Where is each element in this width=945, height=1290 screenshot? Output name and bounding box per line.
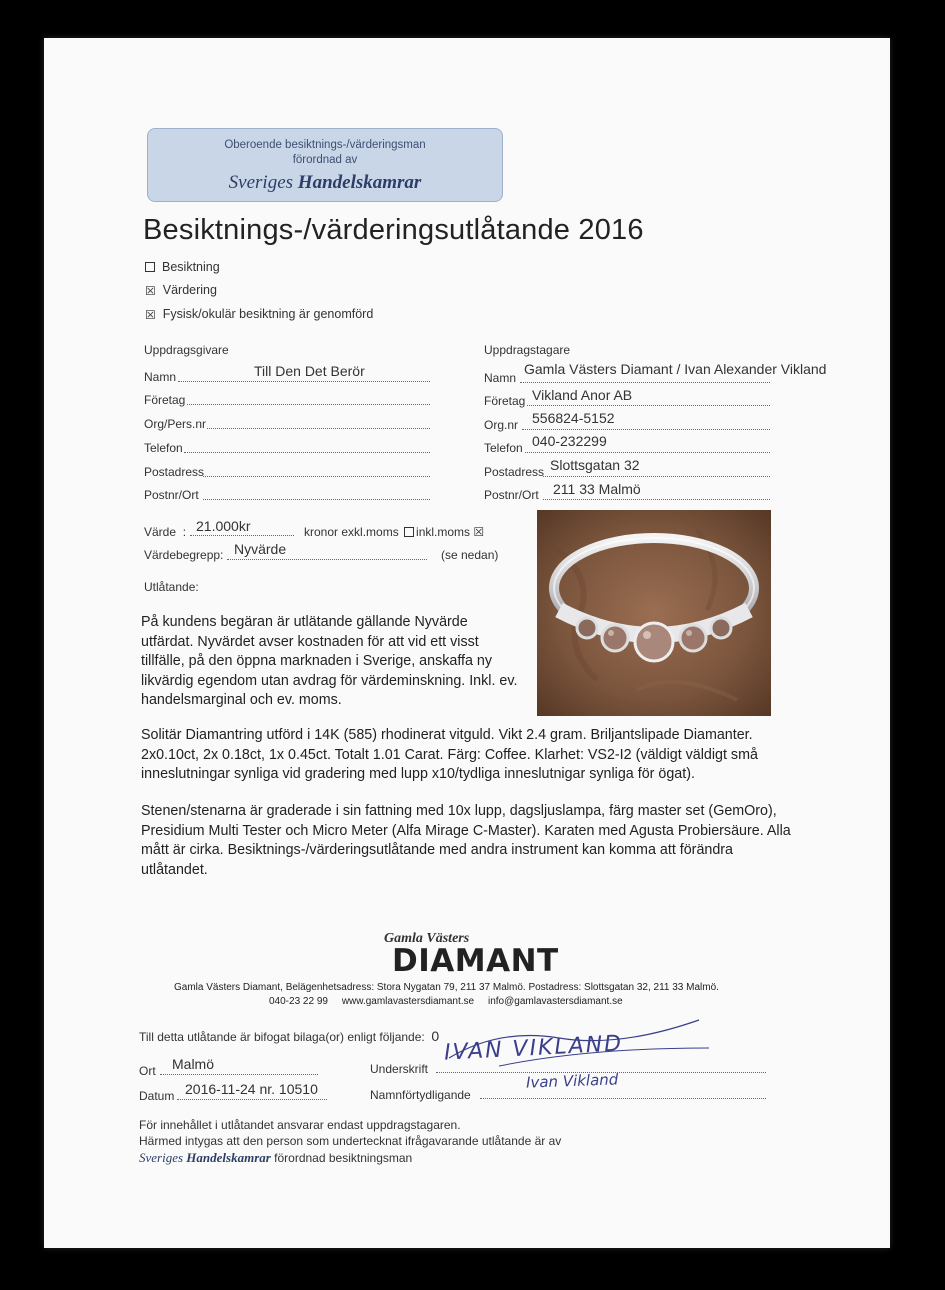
ut-orgnr-value: 556824-5152 — [532, 410, 615, 426]
badge-line1: Oberoende besiktnings-/värderingsman — [224, 139, 426, 151]
bilaga-label: Till detta utlåtande är bifogat bilaga(or) enligt följande: — [139, 1030, 425, 1044]
logo-diamant: DIAMANT — [392, 943, 559, 979]
ut-postnr-label: Postnr/Ort — [484, 488, 539, 502]
address-line: Gamla Västers Diamant, Belägenhetsadress: Stora Nygatan 79, 211 37 Malmö. Postadress: Slottsgatan 32, 211 33 Malmö. — [174, 982, 719, 993]
varde-line — [190, 535, 294, 536]
ut-postnr-line — [543, 499, 770, 500]
datum-line — [177, 1099, 327, 1100]
varde-amount: 21.000kr — [196, 518, 251, 534]
ug-foretag-label: Företag — [144, 393, 186, 407]
footer-line3 — [139, 1150, 412, 1166]
vardebegrepp-value: Nyvärde — [234, 541, 287, 557]
uppdragsgivare-heading: Uppdragsgivare — [144, 343, 229, 357]
ut-foretag-label: Företag — [484, 394, 526, 408]
namnfortydligande-line — [480, 1098, 766, 1099]
ug-foretag-line — [187, 404, 430, 405]
checkbox-vardering: ☒ — [145, 284, 156, 298]
uppdragstagare-heading: Uppdragstagare — [484, 343, 571, 357]
badge-line2: förordnad av — [292, 154, 358, 166]
ug-telefon-line — [184, 452, 430, 453]
inkl-moms-checkbox: ☒ — [473, 525, 485, 539]
utlatande-label: Utlåtande: — [144, 580, 199, 594]
ug-orgnr-line — [207, 428, 430, 429]
ug-postnr-label: Postnr/Ort — [144, 488, 199, 502]
ut-postnr-value: 211 33 Malmö — [553, 481, 641, 497]
varde-label — [144, 525, 186, 539]
ug-postnr-line — [203, 499, 430, 500]
check-fysisk — [145, 307, 373, 321]
ut-postadress-label: Postadress — [484, 465, 545, 479]
ut-namn-value: Gamla Västers Diamant / Ivan Alexander Vikland — [524, 361, 827, 377]
datum-value: 2016-11-24 nr. 10510 — [185, 1081, 318, 1097]
exkl-moms-text: kronor exkl.moms — [304, 525, 399, 539]
ut-foretag-line — [527, 405, 770, 406]
footer-org-plain: Sveriges — [139, 1150, 187, 1165]
ut-orgnr-label: Org.nr — [484, 418, 519, 432]
vardebegrepp-label: Värdebegrepp: — [144, 548, 224, 562]
ug-telefon-label: Telefon — [144, 441, 183, 455]
footer-line1: För innehållet i utlåtandet ansvarar endast uppdragstagaren. — [139, 1118, 461, 1132]
footer-line2: Härmed intygas att den person som undertecknat ifrågavarande utlåtande är av — [139, 1134, 562, 1148]
ring-illustration — [537, 510, 771, 716]
varde-label-text: Värde — [144, 525, 177, 539]
paragraph-description: Solitär Diamantring utförd i 14K (585) rhodinerat vitguld. Vikt 2.4 gram. Briljantslipade Diamanter. 2x0.10ct, 2x 0.18ct, 1x 0.45ct. Totalt 1.01 Carat. Färg: Coffee. Klarhet: VS2-I2 (väldigt väldigt små inneslutningar synliga vid gradering med lupp x10/tydliga inneslutnigar synliga för ögat). — [141, 727, 758, 782]
check-besiktning — [145, 260, 220, 274]
exkl-moms-checkbox — [404, 527, 414, 537]
ut-namn-line — [520, 382, 770, 383]
ug-namn-value: Till Den Det Berör — [254, 363, 365, 379]
namnfortydligande-label: Namnförtydligande — [370, 1088, 471, 1102]
exkl-moms-label — [304, 525, 484, 539]
badge-org — [148, 172, 502, 194]
vardebegrepp-line — [227, 559, 427, 560]
badge-org-bold: Handelskamrar — [297, 172, 422, 193]
signature-flourish — [439, 1008, 739, 1068]
paragraph-method: Stenen/stenarna är graderade i sin fattning med 10x lupp, dagsljuslampa, färg master set (GemOro), Presidium Multi Tester och Micro Meter (Alfa Mirage C-Master). Karaten med Agusta Probiersäure. Alla mått är cirka. Besiktnings-/värderingsutlåtande med andra instrument kan komma att förändra utlåtandet. — [141, 803, 791, 878]
ort-value: Malmö — [172, 1056, 215, 1072]
ut-orgnr-line — [522, 429, 770, 430]
underskrift-label: Underskrift — [370, 1062, 429, 1076]
varde-colon: : — [182, 525, 187, 539]
datum-label: Datum — [139, 1089, 175, 1103]
logo-script: Gamla Västers — [384, 931, 470, 946]
ut-namn-label: Namn — [484, 371, 517, 385]
document-title: Besiktnings-/värderingsutlåtande 2016 — [143, 214, 644, 246]
ug-orgnr-label: Org/Pers.nr — [144, 417, 207, 431]
paragraph-nyvarde: På kundens begäran är utlätande gällande Nyvärde utfärdat. Nyvärdet avser kostnaden för att vid ett visst tillfälle, på den öppna marknaden i Sverige, anskaffa ny likvärdig egendom utan avdrag för värdeminskning. Inkl. ev. handelsmarginal och ev. moms. — [141, 614, 518, 708]
signature: IVAN VIKLAND — [443, 1031, 624, 1066]
check-vardering-label: Värdering — [162, 283, 217, 297]
inkl-moms-text: inkl.moms — [416, 525, 471, 539]
check-vardering — [145, 283, 217, 297]
ug-postadress-line — [203, 476, 430, 477]
contact-line: 040-23 22 99 www.gamlavastersdiamant.se info@gamlavastersdiamant.se — [269, 996, 623, 1007]
check-besiktning-label: Besiktning — [162, 260, 220, 274]
handelskamrar-badge — [147, 128, 503, 202]
ut-foretag-value: Vikland Anor AB — [532, 387, 633, 403]
ut-telefon-line — [525, 452, 770, 453]
ug-postadress-label: Postadress — [144, 465, 205, 479]
ut-telefon-label: Telefon — [484, 441, 523, 455]
ring-photo — [537, 510, 771, 716]
ug-namn-line — [178, 381, 430, 382]
badge-org-plain: Sveriges — [228, 172, 298, 193]
checkbox-besiktning — [145, 262, 155, 272]
checkbox-fysisk: ☒ — [145, 308, 156, 322]
namnfortydligande-value: Ivan Vikland — [525, 1070, 619, 1092]
document-paper — [44, 38, 890, 1248]
footer-org-bold: Handelskamrar — [186, 1150, 271, 1165]
ug-namn-label: Namn — [144, 370, 177, 384]
ort-line — [160, 1074, 318, 1075]
se-nedan-text: (se nedan) — [441, 548, 499, 562]
bilaga-value: 0 — [431, 1028, 440, 1044]
bilaga-row — [139, 1028, 439, 1044]
check-fysisk-label: Fysisk/okulär besiktning är genomförd — [162, 307, 374, 321]
footer-line3-rest: förordnad besiktningsman — [270, 1151, 413, 1165]
ort-label: Ort — [139, 1064, 156, 1078]
ut-postadress-value: Slottsgatan 32 — [550, 457, 640, 473]
ut-postadress-line — [543, 476, 770, 477]
ut-telefon-value: 040-232299 — [532, 433, 607, 449]
